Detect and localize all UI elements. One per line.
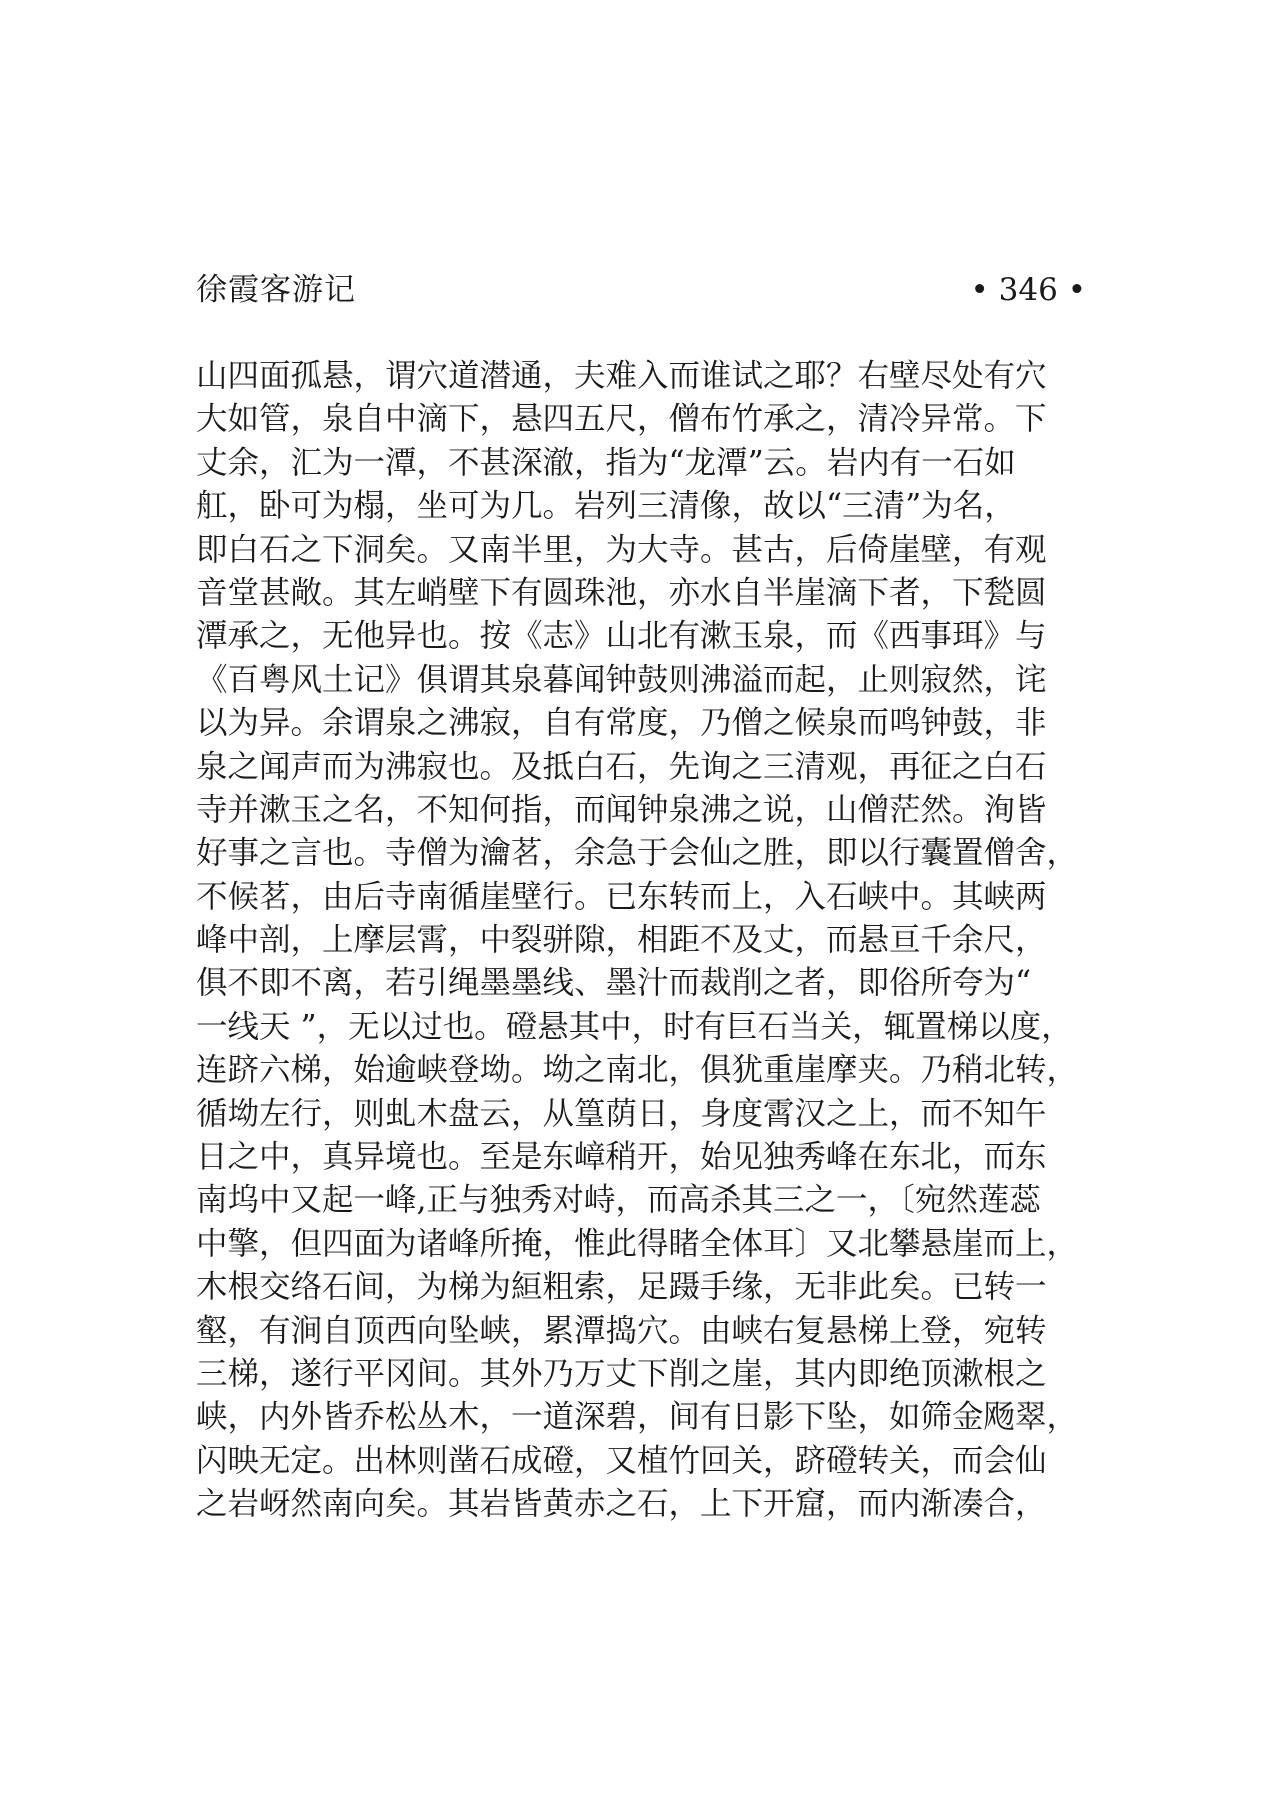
text-line: 闪映无定。出林则凿石成磴，又植竹回关，跻磴转关，而会仙: [196, 1442, 1047, 1479]
text-line: 中擎，但四面为诸峰所掩，惟此得睹全体耳〕又北攀悬崖而上，: [196, 1225, 1079, 1262]
text-line: 一线天 ”，无以过也。磴悬其中，时有巨石当关，辄置梯以度，: [196, 1008, 1073, 1045]
text-line: 山四面孤悬，谓穴道潜通，夫难入而谁试之耶？右壁尽处有穴: [196, 358, 1047, 394]
text-line: 《百粤风土记》俱谓其泉暮闻钟鼓则沸溢而起，止则寂然，诧: [196, 661, 1047, 698]
text-line: 即白石之下洞矣。又南半里，为大寺。甚古，后倚崖壁，有观: [196, 531, 1047, 568]
text-line: 不候茗，由后寺南循崖壁行。已东转而上，入石峡中。其峡两: [196, 878, 1047, 915]
text-line: 南坞中又起一峰,正与独秀对峙，而高杀其三之一，〔宛然莲蕊: [196, 1182, 1041, 1219]
text-line: 大如管，泉自中滴下，悬四五尺，僧布竹承之，清冷异常。下: [196, 401, 1047, 438]
book-title: 徐霞客游记: [196, 272, 356, 308]
text-line: 丈余，汇为一潭，不甚深澈，指为“龙潭”云。岩内有一石如: [196, 444, 1016, 481]
text-line: 好事之言也。寺僧为瀹茗，余急于会仙之胜，即以行囊置僧舍，: [196, 835, 1079, 872]
page-header: [196, 266, 1086, 314]
text-line: 壑，有涧自顶西向坠峡，累潭捣穴。由峡右复悬梯上登，宛转: [196, 1312, 1047, 1349]
text-line: 日之中，真异境也。至是东嶂稍开，始见独秀峰在东北，而东: [196, 1139, 1047, 1176]
text-line: 之岩岈然南向矣。其岩皆黄赤之石，上下开窟，而内渐凑合，: [196, 1486, 1047, 1523]
page-number: • 346 •: [970, 272, 1086, 308]
text-line: 寺并漱玉之名，不知何指，而闻钟泉沸之说，山僧茫然。洵皆: [196, 791, 1047, 828]
text-line: 峰中剖，上摩层霄，中裂骈隙，相距不及丈，而悬亘千余尺，: [196, 922, 1047, 959]
text-line: 音堂甚敞。其左峭壁下有圆珠池，亦水自半崖滴下者，下甃圆: [196, 574, 1047, 611]
text-line: 舡，卧可为榻，坐可为几。岩列三清像，故以“三清”为名，: [196, 488, 1016, 525]
text-line: 三梯，遂行平冈间。其外乃万丈下削之崖，其内即绝顶漱根之: [196, 1355, 1047, 1392]
text-line: 循坳左行，则虬木盘云，从篁荫日，身度霄汉之上，而不知午: [196, 1095, 1047, 1132]
text-line: 木根交络石间，为梯为絙粗索，足蹑手缘，无非此矣。已转一: [196, 1269, 1047, 1306]
text-line: 潭承之，无他异也。按《志》山北有漱玉泉，而《西事珥》与: [196, 618, 1047, 655]
text-line: 以为异。余谓泉之沸寂，自有常度，乃僧之候泉而鸣钟鼓，非: [196, 705, 1047, 742]
text-line: 峡，内外皆乔松丛木，一道深碧，间有日影下坠，如筛金飏翠，: [196, 1399, 1079, 1436]
body-text: [196, 355, 1096, 1527]
text-line: 俱不即不离，若引绳墨墨线、墨汁而裁削之者，即俗所夸为“: [196, 965, 1032, 1002]
text-line: 泉之闻声而为沸寂也。及抵白石，先询之三清观，再征之白石: [196, 748, 1047, 785]
text-line: 连跻六梯，始逾峡登坳。坳之南北，俱犹重崖摩夹。乃稍北转，: [196, 1052, 1079, 1089]
